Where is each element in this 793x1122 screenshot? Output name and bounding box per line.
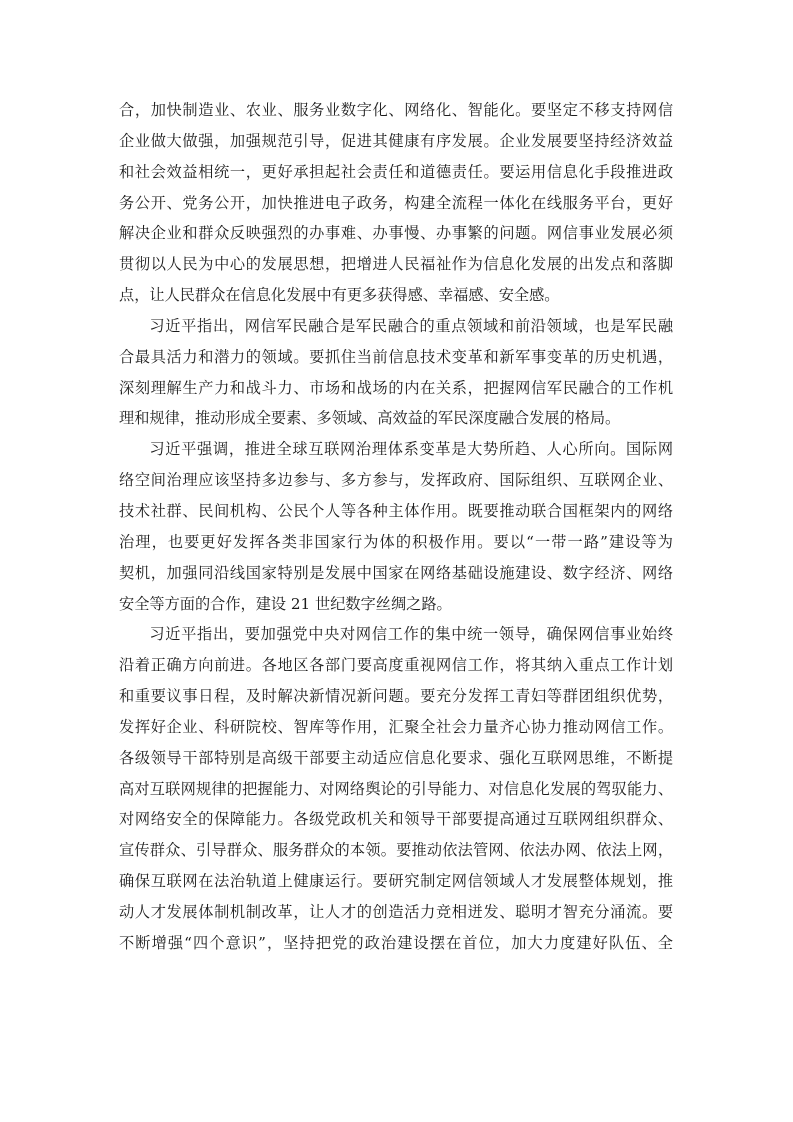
- text-line: 契机，加强同沿线国家特别是发展中国家在网络基础设施建设、数字经济、网络: [119, 563, 673, 582]
- text-line: 对网络安全的保障能力。各级党政机关和领导干部要提高通过互联网组织群众、: [119, 810, 673, 829]
- text-line: 不断增强“四个意识”，坚持把党的政治建设摆在首位，加大力度建好队伍、全: [119, 933, 673, 952]
- text-line: 点，让人民群众在信息化发展中有更多获得感、幸福感、安全感。: [119, 286, 560, 305]
- text-line: 和重要议事日程，及时解决新情况新问题。要充分发挥工青妇等群团组织优势，: [119, 687, 673, 706]
- text-line: 和社会效益相统一，更好承担起社会责任和道德责任。要运用信息化手段推进政: [119, 162, 673, 181]
- text-line: 安全等方面的合作，建设 21 世纪数字丝绸之路。: [119, 594, 452, 613]
- text-line: 深刻理解生产力和战斗力、市场和战场的内在关系，把握网信军民融合的工作机: [119, 378, 673, 397]
- paragraph-4: [119, 619, 673, 958]
- text-line: 习近平指出，网信军民融合是军民融合的重点领域和前沿领域，也是军民融: [149, 316, 673, 335]
- text-line: 沿着正确方向前进。各地区各部门要高度重视网信工作，将其纳入重点工作计划: [119, 656, 673, 675]
- text-line: 合最具活力和潜力的领域。要抓住当前信息技术变革和新军事变革的历史机遇，: [119, 347, 673, 366]
- text-line: 理和规律，推动形成全要素、多领域、高效益的军民深度融合发展的格局。: [119, 409, 621, 428]
- text-line: 高对互联网规律的把握能力、对网络舆论的引导能力、对信息化发展的驾驭能力、: [119, 779, 673, 798]
- text-line: 宣传群众、引导群众、服务群众的本领。要推动依法管网、依法办网、依法上网，: [119, 841, 673, 860]
- text-line: 各级领导干部特别是高级干部要主动适应信息化要求、强化互联网思维，不断提: [119, 748, 673, 767]
- text-line: 解决企业和群众反映强烈的办事难、办事慢、办事繁的问题。网信事业发展必须: [119, 224, 673, 243]
- text-line: 确保互联网在法治轨道上健康运行。要研究制定网信领域人才发展整体规划，推: [119, 872, 673, 891]
- paragraph-3: [119, 434, 673, 619]
- document-body: [119, 95, 673, 959]
- text-line: 动人才发展体制机制改革，让人才的创造活力竞相迸发、聪明才智充分涌流。要: [119, 902, 673, 921]
- text-line: 习近平指出，要加强党中央对网信工作的集中统一领导，确保网信事业始终: [149, 625, 673, 644]
- text-line: 发挥好企业、科研院校、智库等作用，汇聚全社会力量齐心协力推动网信工作。: [119, 717, 673, 736]
- text-line: 企业做大做强，加强规范引导，促进其健康有序发展。企业发展要坚持经济效益: [119, 131, 673, 150]
- paragraph-1: [119, 95, 673, 311]
- text-line: 治理，也要更好发挥各类非国家行为体的积极作用。要以“一带一路”建设等为: [119, 532, 673, 551]
- paragraph-2: [119, 311, 673, 434]
- text-line: 络空间治理应该坚持多边参与、多方参与，发挥政府、国际组织、互联网企业、: [119, 471, 673, 490]
- text-line: 贯彻以人民为中心的发展思想，把增进人民福祉作为信息化发展的出发点和落脚: [119, 255, 673, 274]
- text-line: 技术社群、民间机构、公民个人等各种主体作用。既要推动联合国框架内的网络: [119, 501, 673, 520]
- text-line: 合，加快制造业、农业、服务业数字化、网络化、智能化。要坚定不移支持网信: [119, 101, 673, 119]
- text-line: 习近平强调，推进全球互联网治理体系变革是大势所趋、人心所向。国际网: [149, 440, 673, 459]
- text-line: 务公开、党务公开，加快推进电子政务，构建全流程一体化在线服务平台，更好: [119, 193, 673, 212]
